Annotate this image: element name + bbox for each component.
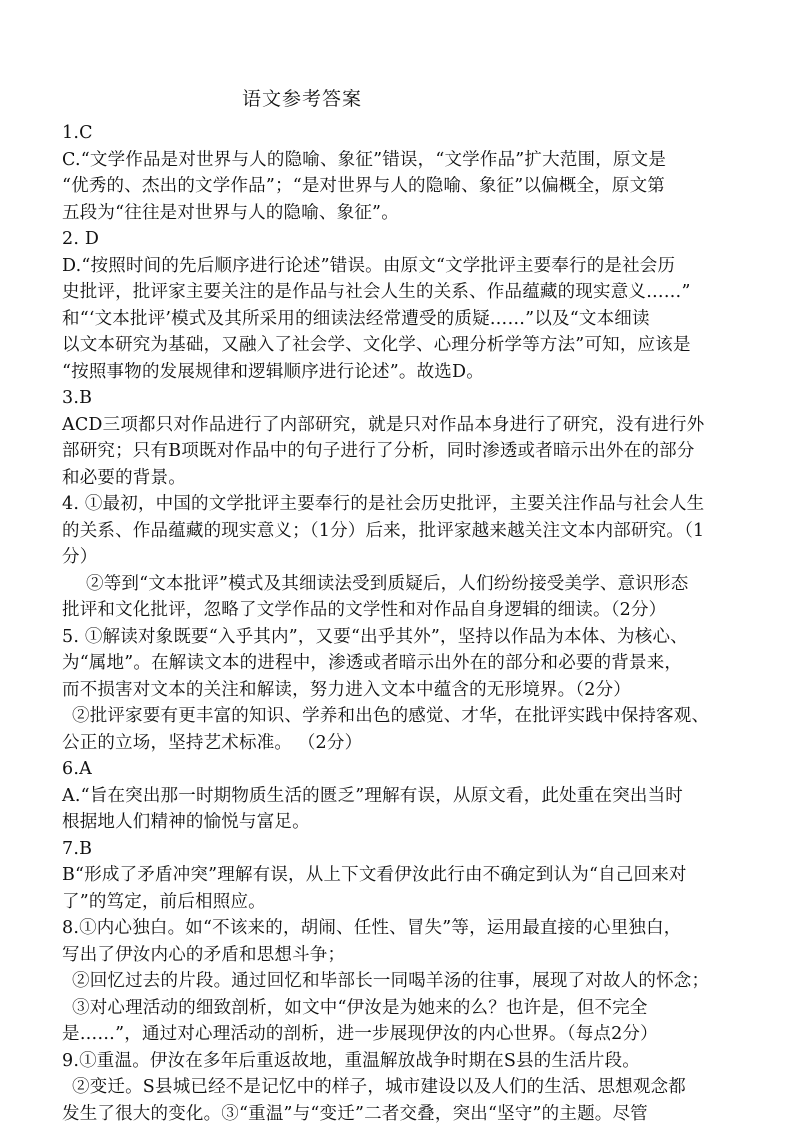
answer-line: 发生了很大的变化。③“重温”与“变迁”二者交叠，突出“坚守”的主题。尽管 (62, 1103, 648, 1124)
answer-line: B“形成了矛盾冲突”理解有误，从上下文看伊汝此行由不确定到认为“自己回来对 (62, 865, 687, 885)
answer-line: 6.A (62, 759, 92, 779)
answer-line: 的关系、作品蕴藏的现实意义；（1分）后来，批评家越来越关注文本内部研究。（1 (62, 520, 705, 541)
answer-line: “按照事物的发展规律和逻辑顺序进行论述”。故选D。 (62, 361, 484, 382)
answer-line: 公正的立场，坚持艺术标准。 （2分） (62, 732, 363, 753)
answer-line: 7.B (62, 838, 93, 859)
answer-line: 而不损害对文本的关注和解读，努力进入文本中蕴含的无形境界。（2分） (62, 679, 631, 700)
answer-line: 分） (62, 547, 98, 567)
answer-line: 和“‘文本批评’模式及其所采用的细读法经常遭受的质疑……”以及“文本细读 (62, 308, 650, 329)
answer-line: 批评和文化批评，忽略了文学作品的文学性和对作品自身逻辑的细读。（2分） (62, 600, 667, 620)
answer-line: 3.B (62, 388, 93, 408)
answer-line: A.“旨在突出那一时期物质生活的匮乏”理解有误，从原文看，此处重在突出当时 (62, 785, 683, 806)
answer-line: D.“按照时间的先后顺序进行论述”错误。由原文“文学批评主要奉行的是社会历 (62, 255, 676, 276)
answer-line: 为“属地”。在解读文本的进程中，渗透或者暗示出外在的部分和必要的背景来， (62, 653, 683, 673)
answer-line: ACD三项都只对作品进行了内部研究，就是只对作品本身进行了研究，没有进行外 (62, 414, 705, 435)
answer-line: 根据地人们精神的愉悦与富足。 (62, 812, 310, 832)
answer-line: ②等到“文本批评”模式及其细读法受到质疑后，人们纷纷接受美学、意识形态 (86, 573, 689, 594)
answer-line: 1.C (62, 123, 93, 143)
answer-document (62, 86, 752, 1127)
answer-line: 5. ①解读对象既要“入乎其内”，又要“出乎其外”，坚持以作品为本体、为核心、 (62, 626, 688, 647)
document-title: 语文参考答案 (242, 88, 363, 110)
answer-line: 写出了伊汝内心的矛盾和思想斗争； (62, 944, 346, 965)
answer-line: 9.①重温。伊汝在多年后重返故地，重温解放战争时期在S县的生活片段。 (62, 1050, 640, 1071)
answer-line: 是……”，通过对心理活动的剖析，进一步展现伊汝的内心世界。（每点2分） (62, 1024, 658, 1044)
answer-line: 4. ①最初，中国的文学批评主要奉行的是社会历史批评，主要关注作品与社会人生 (62, 494, 705, 514)
answer-line: 以文本研究为基础，又融入了社会学、文化学、心理分析学等方法”可知，应该是 (62, 335, 691, 355)
answer-line: 部研究；只有B项既对作品中的句子进行了分析，同时渗透或者暗示出外在的部分 (62, 441, 695, 461)
answer-line: 和必要的背景。 (62, 467, 186, 488)
answer-line: 8.①内心独白。如“不该来的，胡闹、任性、冒失”等，运用最直接的心里独白， (62, 918, 682, 938)
answer-line: 五段为“往往是对世界与人的隐喻、象征”。 (62, 202, 399, 223)
answer-line: ②变迁。S县城已经不是记忆中的样子，城市建设以及人们的生活、思想观念都 (72, 1077, 686, 1097)
answer-line: ②批评家要有更丰富的知识、学养和出色的感觉、才华，在批评实践中保持客观、 (72, 706, 710, 726)
answer-line: 了”的笃定，前后相照应。 (62, 891, 266, 912)
answer-line: ③对心理活动的细致剖析，如文中“伊汝是为她来的么？也许是，但不完全 (72, 997, 648, 1018)
answer-line: ②回忆过去的片段。通过回忆和毕部长一同喝羊汤的往事，展现了对故人的怀念； (72, 971, 710, 991)
answer-line: C.“文学作品是对世界与人的隐喻、象征”错误，“文学作品”扩大范围，原文是 (62, 149, 667, 170)
answer-line: “优秀的、杰出的文学作品”；“是对世界与人的隐喻、象征”以偏概全，原文第 (62, 176, 665, 196)
answer-line: 史批评，批评家主要关注的是作品与社会人生的关系、作品蕴藏的现实意义……” (62, 282, 691, 302)
answer-line: 2. D (62, 229, 100, 249)
